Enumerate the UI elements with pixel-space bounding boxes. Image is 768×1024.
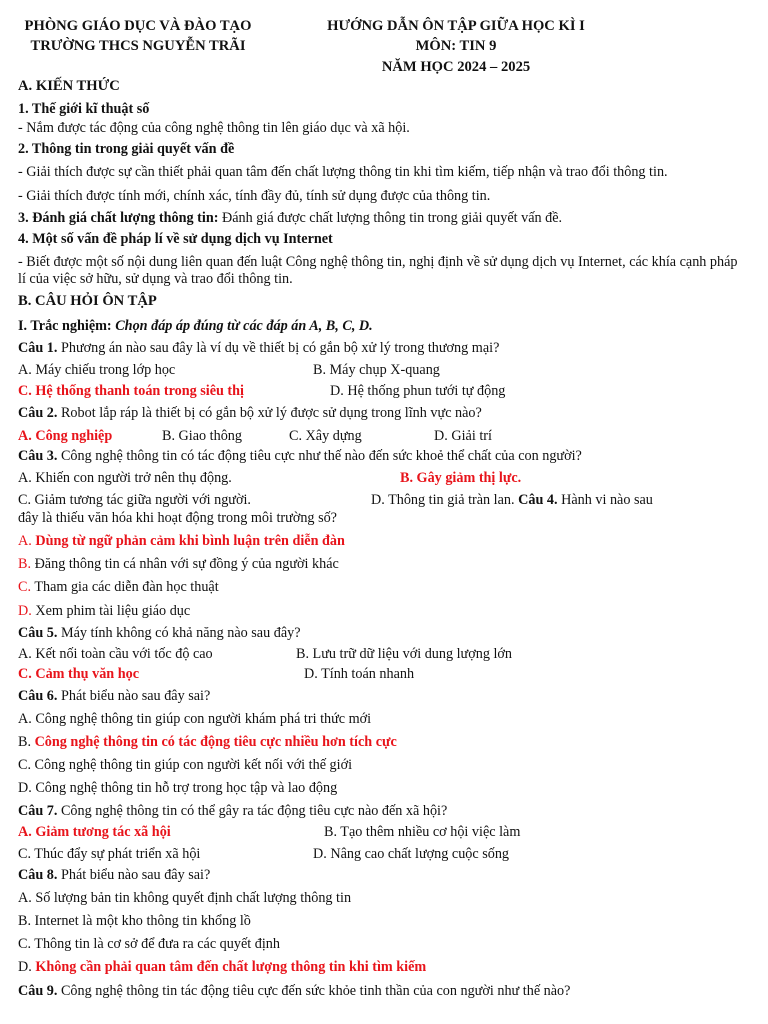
q2-option-d: D. Giải trí [434, 428, 492, 444]
question-3 [18, 448, 582, 465]
q3-option-b-correct: B. Gây giảm thị lực. [400, 470, 522, 486]
q1-option-a: A. Máy chiếu trong lớp học [18, 362, 176, 378]
q6-option-b-correct [18, 734, 397, 751]
q5-option-b: B. Lưu trữ dữ liệu với dung lượng lớn [296, 646, 513, 662]
question-6-label: Câu 6. [18, 688, 58, 704]
q2-option-a-correct: A. Công nghiệp [18, 428, 113, 444]
question-3-text: Công nghệ thông tin có tác động tiêu cực như thế nào đến sức khoẻ thể chất của con người? [57, 448, 582, 464]
school-name: TRƯỜNG THCS NGUYỄN TRÃI [30, 38, 246, 54]
school-year: NĂM HỌC 2024 – 2025 [381, 59, 531, 75]
q5-option-c-correct: C. Cảm thụ văn học [18, 666, 140, 682]
q7-option-d: D. Nâng cao chất lượng cuộc sống [313, 846, 510, 862]
question-8 [18, 867, 210, 884]
q6-option-c: C. Công nghệ thông tin giúp con người kết nối với thế giới [18, 757, 353, 773]
q4-option-b [18, 556, 339, 573]
q7-option-b: B. Tạo thêm nhiều cơ hội việc làm [324, 824, 521, 840]
question-9-text: Công nghệ thông tin tác động tiêu cực đến sức khỏe tinh thần của con người như thế nào? [57, 983, 571, 999]
q1-option-d: D. Hệ thống phun tưới tự động [330, 383, 506, 399]
question-3-label: Câu 3. [18, 448, 58, 464]
q3-option-d-with-q4 [371, 492, 653, 509]
q4-option-c-text: Tham gia các diễn đàn học thuật [34, 579, 219, 595]
q1-option-c-correct: C. Hệ thống thanh toán trong siêu thị [18, 383, 244, 399]
q8-option-c: C. Thông tin là cơ sở để đưa ra các quyết định [18, 936, 280, 952]
section-a-heading: A. KIẾN THỨC [18, 78, 120, 94]
question-5 [18, 625, 301, 642]
part-1-label: I. Trắc nghiệm: [18, 318, 112, 334]
question-1-text: Phương án nào sau đây là ví dụ về thiết bị có gắn bộ xử lý trong thương mại? [57, 340, 500, 356]
question-8-label: Câu 8. [18, 867, 58, 883]
q4-option-a-letter: A. [18, 533, 32, 549]
q4-option-d-letter: D. [18, 603, 32, 619]
q1-option-b: B. Máy chụp X-quang [313, 362, 440, 378]
topic-3-rest: Đánh giá được chất lượng thông tin trong giải quyết vấn đề. [218, 210, 563, 226]
q8-option-d-text: Không cần phải quan tâm đến chất lượng thông tin khi tìm kiếm [35, 959, 427, 975]
topic-2-line-2: - Giải thích được tính mới, chính xác, tính đầy đủ, tính sử dụng được của thông tin. [18, 188, 491, 204]
question-5-label: Câu 5. [18, 625, 58, 641]
question-4-label: Câu 4. [518, 492, 558, 508]
topic-4-line: - Biết được một số nội dung liên quan đến luật Công nghệ thông tin, nghị định về sử dụng dịch vụ Internet, các khía cạnh pháp lí của việc sở hữu, sử dụng và trao đổi thông tin. [18, 254, 738, 288]
question-6-text: Phát biểu nào sau đây sai? [57, 688, 211, 704]
question-9 [18, 983, 570, 1000]
question-7-label: Câu 7. [18, 803, 58, 819]
q4-option-a-correct [18, 533, 345, 550]
topic-2-title: 2. Thông tin trong giải quyết vấn đề [18, 141, 235, 157]
part-1-heading [18, 318, 373, 335]
q8-option-a: A. Số lượng bản tin không quyết định chất lượng thông tin [18, 890, 352, 906]
q7-option-a-correct: A. Giảm tương tác xã hội [18, 824, 171, 840]
q3-option-a: A. Khiến con người trở nên thụ động. [18, 470, 232, 486]
q8-option-d-letter: D. [18, 959, 32, 975]
q8-option-b: B. Internet là một kho thông tin khổng lồ [18, 913, 251, 929]
q4-option-c [18, 579, 219, 596]
question-4-text-l2: đây là thiếu văn hóa khi hoạt động trong môi trường số? [18, 510, 337, 526]
subject-name: MÔN: TIN 9 [415, 38, 497, 54]
q4-option-a-text: Dùng từ ngữ phản cảm khi bình luận trên diễn đàn [35, 533, 345, 549]
q3-option-d: D. Thông tin giả tràn lan. [371, 492, 515, 508]
q4-option-d-text: Xem phim tài liệu giáo dục [35, 603, 191, 619]
question-1 [18, 340, 499, 357]
question-2 [18, 405, 482, 422]
q4-option-d [18, 603, 190, 620]
question-9-label: Câu 9. [18, 983, 58, 999]
q4-option-c-letter: C. [18, 579, 32, 595]
q2-option-c: C. Xây dựng [289, 428, 362, 444]
document-title: HƯỚNG DẪN ÔN TẬP GIỮA HỌC KÌ I [327, 18, 585, 34]
q6-option-a: A. Công nghệ thông tin giúp con người khám phá tri thức mới [18, 711, 372, 727]
section-b-heading: B. CÂU HỎI ÔN TẬP [18, 293, 157, 309]
department-name: PHÒNG GIÁO DỤC VÀ ĐÀO TẠO [24, 18, 252, 34]
q7-option-c: C. Thúc đẩy sự phát triển xã hội [18, 846, 201, 862]
q6-option-b-letter: B. [18, 734, 32, 750]
topic-1-line: - Nắm được tác động của công nghệ thông tin lên giáo dục và xã hội. [18, 120, 410, 136]
question-2-text: Robot lắp ráp là thiết bị có gắn bộ xử lý được sử dụng trong lĩnh vực nào? [57, 405, 482, 421]
question-4-text-l1: Hành vi nào sau [557, 492, 653, 508]
part-1-instruction: Chọn đáp áp đúng từ các đáp án A, B, C, D. [111, 318, 373, 334]
q6-option-d: D. Công nghệ thông tin hỗ trợ trong học tập và lao động [18, 780, 338, 796]
q2-option-b: B. Giao thông [162, 428, 242, 444]
question-1-label: Câu 1. [18, 340, 58, 356]
question-8-text: Phát biểu nào sau đây sai? [57, 867, 211, 883]
topic-2-line-1: - Giải thích được sự cần thiết phải quan tâm đến chất lượng thông tin khi tìm kiếm, tiếp nhận và trao đổi thông tin. [18, 164, 668, 180]
q6-option-b-text: Công nghệ thông tin có tác động tiêu cực nhiều hơn tích cực [34, 734, 397, 750]
q4-option-b-text: Đăng thông tin cá nhân với sự đồng ý của người khác [34, 556, 339, 572]
topic-4-title: 4. Một số vấn đề pháp lí về sử dụng dịch vụ Internet [18, 231, 333, 247]
topic-3-title: 3. Đánh giá chất lượng thông tin: [18, 210, 219, 226]
question-2-label: Câu 2. [18, 405, 58, 421]
question-7 [18, 803, 447, 820]
question-5-text: Máy tính không có khả năng nào sau đây? [57, 625, 301, 641]
q5-option-d: D. Tính toán nhanh [304, 666, 415, 682]
q5-option-a: A. Kết nối toàn cầu với tốc độ cao [18, 646, 213, 662]
q4-option-b-letter: B. [18, 556, 32, 572]
topic-3-line [18, 210, 562, 227]
q8-option-d-correct [18, 959, 426, 976]
topic-1-title: 1. Thế giới kĩ thuật số [18, 101, 150, 117]
question-6 [18, 688, 210, 705]
question-7-text: Công nghệ thông tin có thể gây ra tác động tiêu cực nào đến xã hội? [57, 803, 448, 819]
q3-option-c: C. Giảm tương tác giữa người với người. [18, 492, 251, 508]
